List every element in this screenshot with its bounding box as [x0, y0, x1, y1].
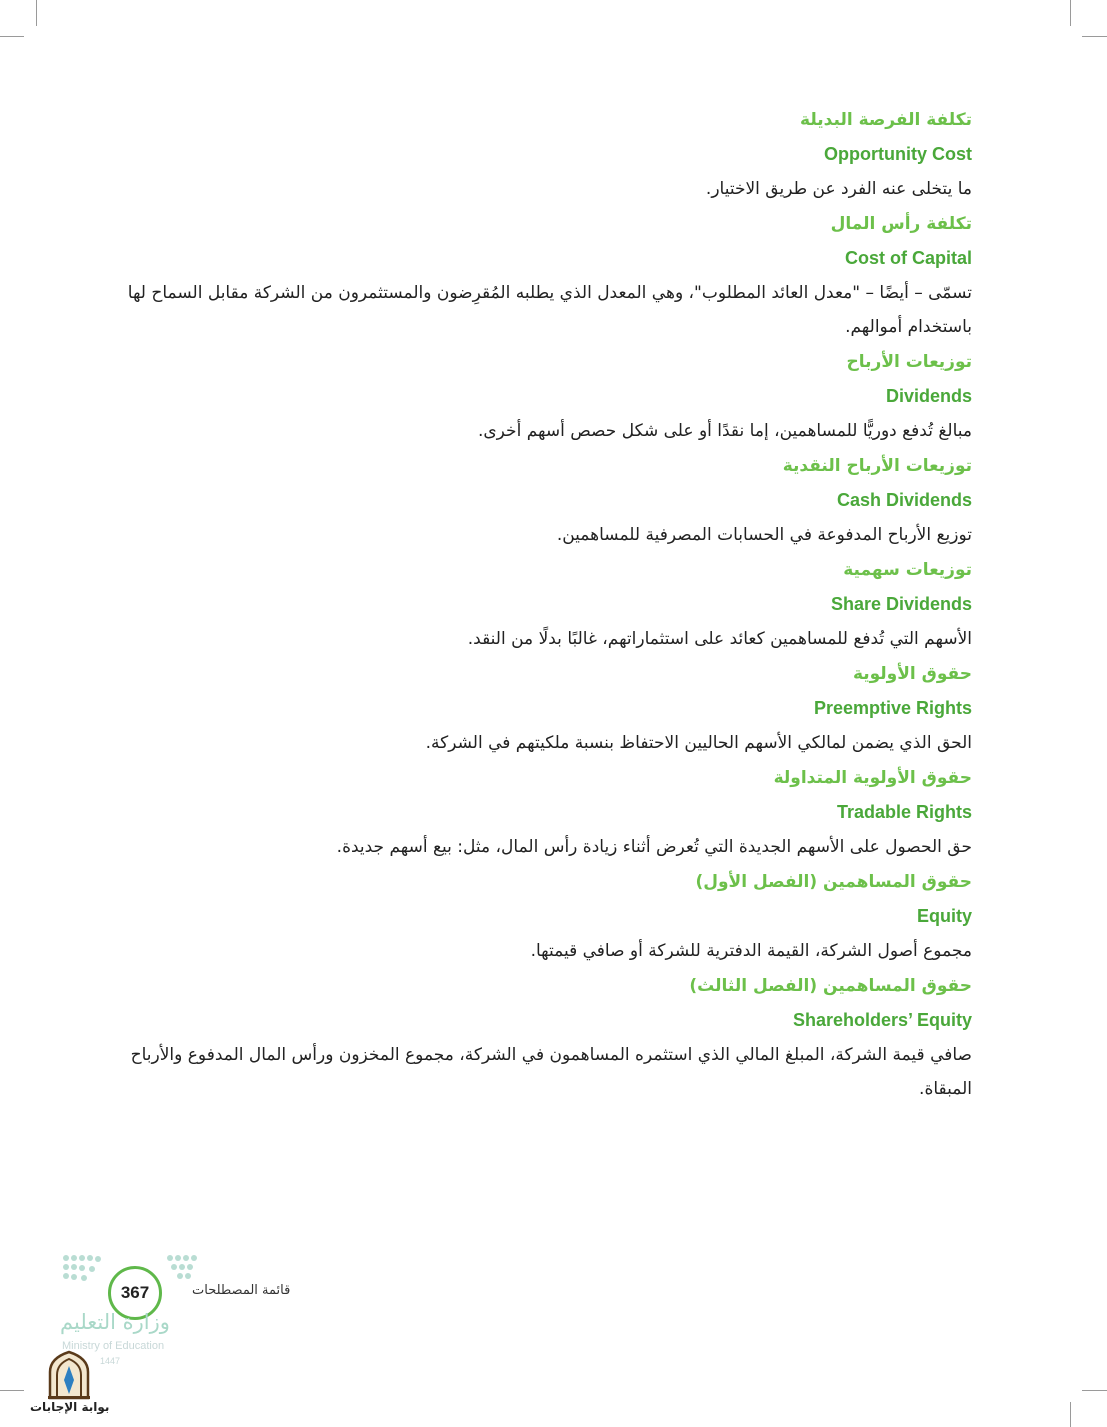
section-label: قائمة المصطلحات: [192, 1283, 291, 1298]
term-arabic: تكلفة رأس المال: [830, 214, 972, 234]
term-definition: توزيع الأرباح المدفوعة في الحسابات المصرفية للمساهمين.: [556, 525, 972, 545]
term-arabic: توزيعات سهمية: [843, 560, 972, 580]
ministry-name-arabic: وزارة التعليم: [60, 1310, 170, 1334]
term-arabic: حقوق المساهمين (الفصل الأول): [695, 872, 972, 892]
term-arabic: تكلفة الفرصة البديلة: [800, 110, 972, 130]
crop-mark: [36, 0, 37, 26]
term-definition: تسمّى – أيضًا – "معدل العائد المطلوب"، وهي المعدل الذي يطلبه المُقرِضون والمستثمرون من الشركة مقابل السماح لها باستخدام أموالهم.: [127, 283, 972, 337]
glossary-entry: [100, 866, 972, 968]
glossary-entry: [100, 658, 972, 760]
glossary-entry: [100, 970, 972, 1106]
page-number: 367: [108, 1266, 162, 1320]
term-arabic: توزيعات الأرباح: [846, 352, 972, 372]
glossary-list: [100, 104, 972, 1108]
crop-mark: [1082, 1390, 1107, 1391]
term-english: Shareholders’ Equity: [792, 1010, 972, 1030]
term-english: Cash Dividends: [836, 490, 972, 510]
term-english: Dividends: [885, 386, 972, 406]
term-definition: الحق الذي يضمن لمالكي الأسهم الحاليين الاحتفاظ بنسبة ملكيتهم في الشركة.: [425, 733, 972, 753]
crop-mark: [0, 36, 24, 37]
glossary-entry: [100, 450, 972, 552]
term-english: Tradable Rights: [836, 802, 972, 822]
term-definition: الأسهم التي تُدفع للمساهمين كعائد على استثماراتهم، غالبًا بدلًا من النقد.: [467, 629, 972, 649]
term-definition: ما يتخلى عنه الفرد عن طريق الاختيار.: [705, 179, 972, 199]
crop-mark: [1070, 0, 1071, 26]
term-english: Cost of Capital: [844, 248, 972, 268]
term-arabic: توزيعات الأرباح النقدية: [782, 456, 972, 476]
ministry-year: 1447: [100, 1356, 121, 1366]
glossary-entry: [100, 208, 972, 344]
term-arabic: حقوق الأولوية: [852, 664, 972, 684]
glossary-entry: [100, 762, 972, 864]
term-english: Preemptive Rights: [813, 698, 972, 718]
term-definition: صافي قيمة الشركة، المبلغ المالي الذي استثمره المساهمون في الشركة، مجموع المخزون ورأس المال المدفوع والأرباح المبقاة.: [130, 1045, 972, 1099]
term-english: Equity: [916, 906, 972, 926]
term-arabic: حقوق المساهمين (الفصل الثالث): [689, 976, 972, 996]
term-definition: حق الحصول على الأسهم الجديدة التي تُعرض أثناء زيادة رأس المال، مثل: بيع أسهم جديدة.: [336, 837, 972, 857]
crop-mark: [0, 1390, 24, 1391]
glossary-entry: [100, 346, 972, 448]
term-english: Share Dividends: [830, 594, 972, 614]
mosque-watermark-icon: [46, 1350, 92, 1400]
watermark-label: بوابة الإجابات: [30, 1400, 110, 1414]
term-english: Opportunity Cost: [824, 144, 972, 164]
term-definition: مجموع أصول الشركة، القيمة الدفترية للشركة أو صافي قيمتها.: [530, 941, 972, 961]
crop-mark: [1070, 1402, 1071, 1427]
crop-mark: [1082, 36, 1107, 37]
term-arabic: حقوق الأولوية المتداولة: [773, 768, 972, 788]
glossary-entry: [100, 554, 972, 656]
ministry-name-english: Ministry of Education: [62, 1340, 165, 1352]
glossary-entry: [100, 104, 972, 206]
term-definition: مبالغ تُدفع دوريًّا للمساهمين، إما نقدًا أو على شكل حصص أسهم أخرى.: [477, 421, 972, 441]
